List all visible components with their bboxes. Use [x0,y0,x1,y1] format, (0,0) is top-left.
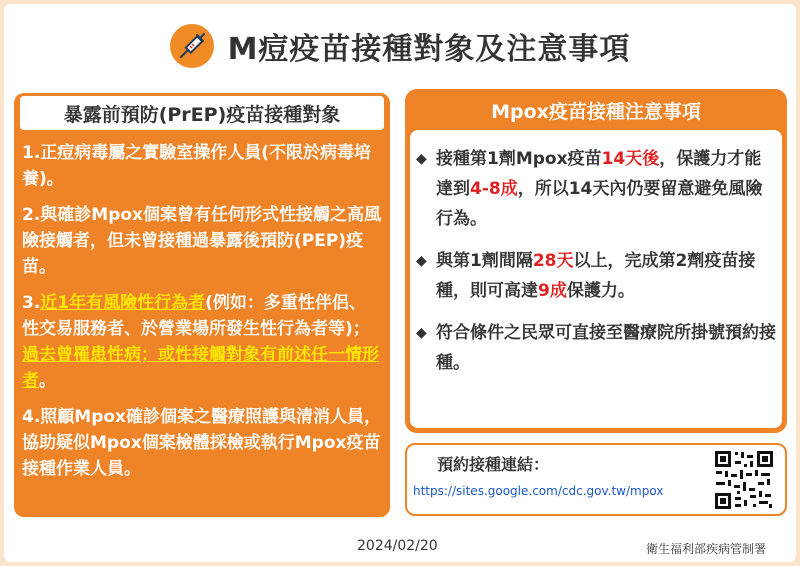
note-2-highlight-days: 28天 [532,251,574,271]
notes-list [416,144,778,390]
qr-code-icon[interactable] [713,449,775,511]
note-3-text: 符合條件之民眾可直接至醫療院所掛號預約接種。 [436,323,776,373]
diamond-bullet-icon: ◆ [416,151,427,167]
note-1-text-a: 接種第1劑Mpox疫苗 [436,149,602,169]
note-2-text-b: 以上，完成第2劑疫苗接種，則可高達 [436,251,756,301]
prep-panel-header: 暴露前預防(PrEP)疫苗接種對象 [20,96,384,130]
prep-item-3 [22,290,382,394]
note-1-text-c: ，所以14天內仍要留意避免風險行為。 [436,179,763,229]
prep-item-4: 4.照顧Mpox確診個案之醫療照護與清消人員，協助疑似Mpox個案檢體採檢或執行Mpox疫苗接種作業人員。 [22,407,382,479]
page-title: M痘疫苗接種對象及注意事項 [227,32,631,67]
prep-item-1: 1.正痘病毒屬之實驗室操作人員(不限於病毒培養)。 [22,143,372,189]
prep-item-3-number: 3. [22,293,41,313]
prep-item-2: 2.與確診Mpox個案曾有任何形式性接觸之高風險接觸者，但未曾接種過暴露後預防(PEP)疫苗。 [22,205,382,277]
booking-link[interactable]: https://sites.google.com/cdc.gov.tw/mpox [413,484,664,498]
diamond-bullet-icon: ◆ [416,325,427,341]
note-1-text-b: ，保護力才能達到 [436,149,762,199]
publish-date: 2024/02/20 [357,538,438,554]
note-item-3 [416,318,778,378]
prep-item-3-end: 。 [39,371,56,391]
diamond-bullet-icon: ◆ [416,253,427,269]
note-item-1 [416,144,778,234]
prep-item-3-highlight-1: 近1年有風險性行為者 [40,293,206,313]
prep-item-3-examples: (例如：多重性伴侶、性交易服務者、於營業場所發生性行為者等)； [22,293,370,339]
note-2-highlight-percent: 9成 [538,281,567,301]
note-2-text-a: 與第1劑間隔 [436,251,533,271]
notes-panel-header: Mpox疫苗接種注意事項 [491,100,701,123]
organization-name: 衛生福利部疾病管制署 [646,542,767,556]
prep-item-3-highlight-2: 過去曾罹患性病；或性接觸對象有前述任一情形者 [22,345,379,391]
booking-link-label: 預約接種連結： [437,455,550,474]
note-2-text-c: 保護力。 [566,281,635,301]
note-1-highlight-percent: 4-8成 [470,179,518,199]
note-item-2 [416,246,778,306]
note-1-highlight-days: 14天後 [601,149,660,169]
title-row [0,20,800,72]
prep-target-list [22,140,382,492]
syringe-icon [170,24,214,68]
